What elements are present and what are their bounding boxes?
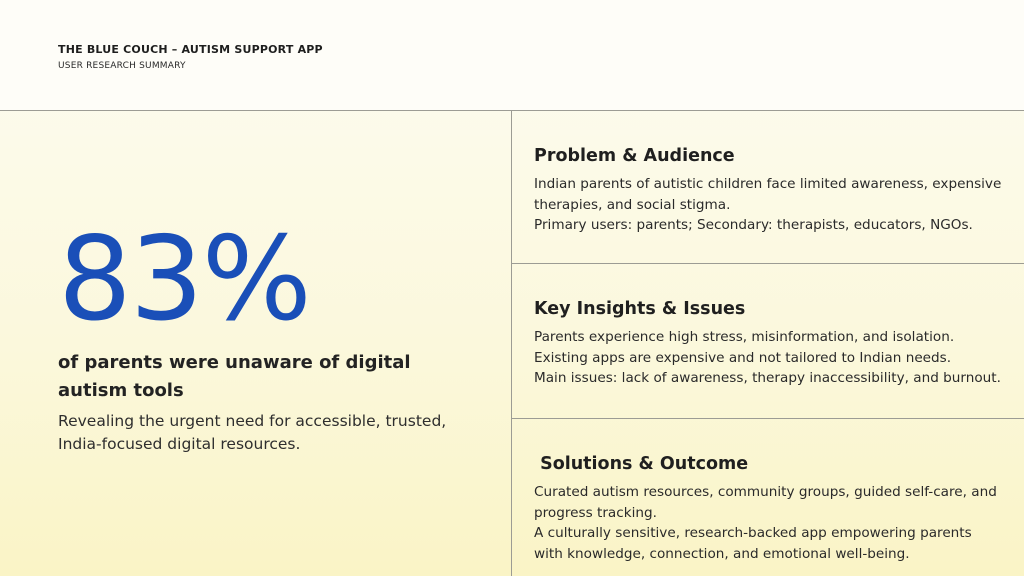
- section-body: Parents experience high stress, misinformation, and isolation. Existing apps are expensive and not tailored to Indian needs. Main issues: lack of awareness, therapy inaccessibility, and burnout.: [534, 329, 1001, 386]
- page-subtitle: USER RESEARCH SUMMARY: [58, 61, 186, 71]
- highlight-panel: [0, 112, 511, 576]
- highlight-stat: 83%: [58, 212, 310, 347]
- section-problem-audience: [512, 111, 1024, 264]
- section-title: Problem & Audience: [534, 146, 735, 166]
- section-body: Curated autism resources, community groups, guided self-care, and progress tracking. A culturally sensitive, research-backed app empowering parents with knowledge, connection, and emotional well-being.: [534, 484, 997, 562]
- section-title: Solutions & Outcome: [534, 454, 749, 474]
- section-solutions-outcome: [512, 419, 1024, 576]
- section-key-insights: [512, 264, 1024, 419]
- section-title: Key Insights & Issues: [534, 299, 746, 319]
- section-body: Indian parents of autistic children face limited awareness, expensive therapies, and social stigma. Primary users: parents; Secondary: therapists, educators, NGOs.: [534, 176, 1002, 233]
- page-title: THE BLUE COUCH – AUTISM SUPPORT APP: [58, 43, 323, 56]
- highlight-caption: of parents were unaware of digital autism tools: [58, 352, 411, 401]
- highlight-description: Revealing the urgent need for accessible, trusted, India-focused digital resources.: [58, 412, 447, 453]
- header: [0, 0, 1024, 111]
